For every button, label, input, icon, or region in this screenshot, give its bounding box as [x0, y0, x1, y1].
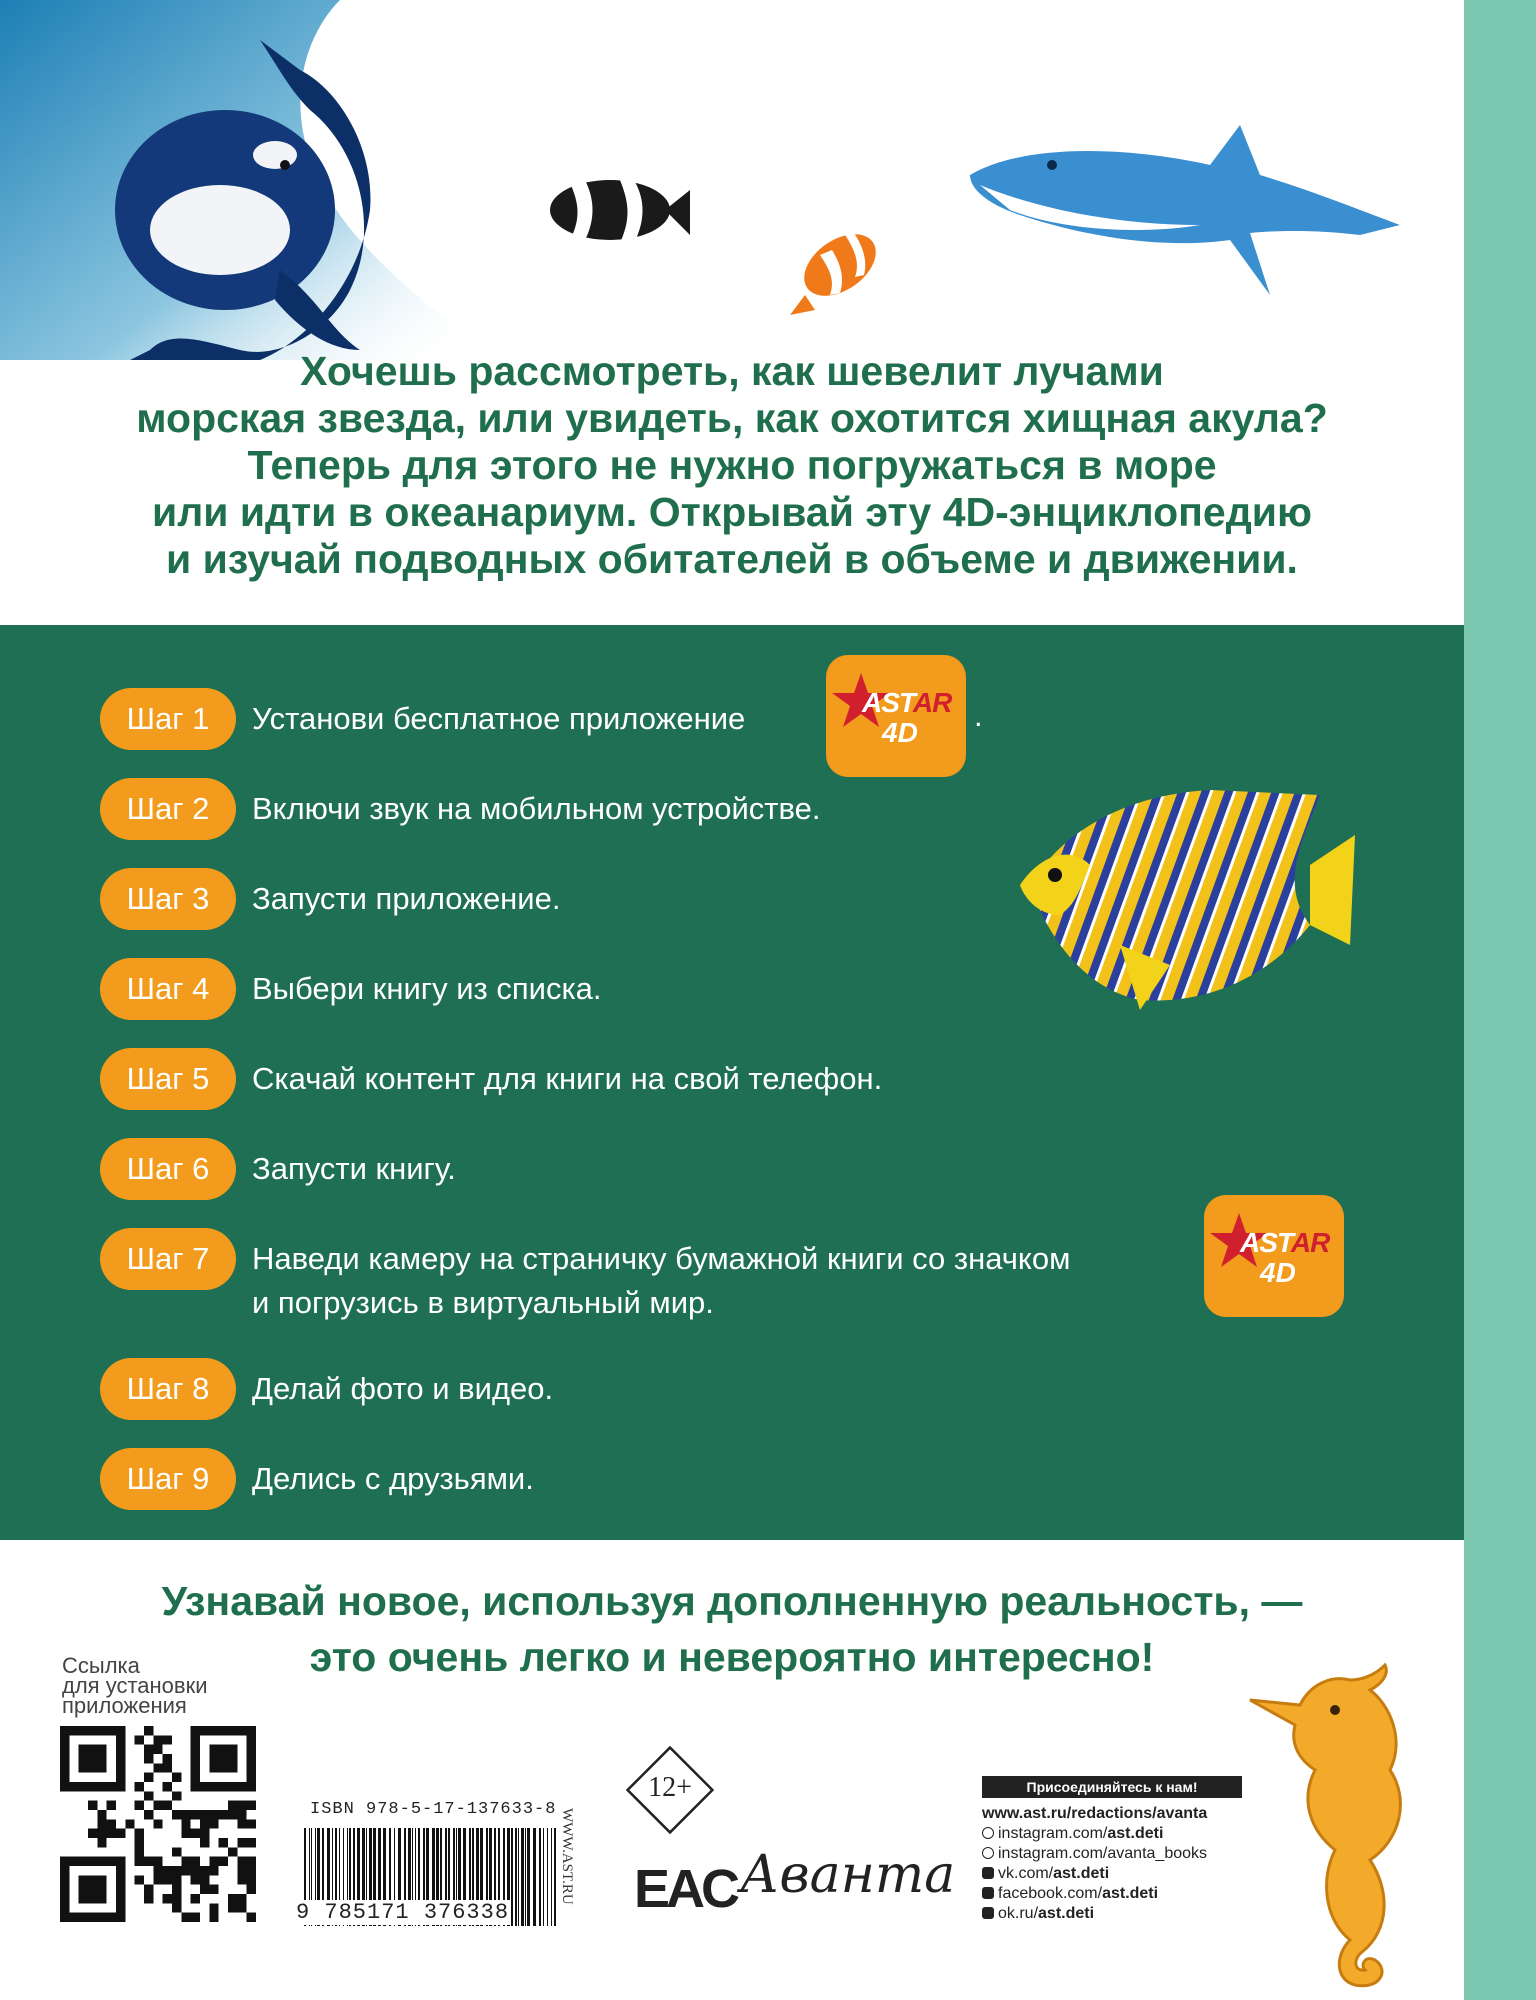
step-text-continued: и погрузись в виртуальный мир. [252, 1285, 714, 1320]
step-8 [100, 1358, 553, 1420]
ok-link[interactable]: ok.ru/ast.deti [982, 1904, 1242, 1924]
instagram-icon [982, 1827, 994, 1839]
qr-caption-line: приложения [62, 1693, 187, 1718]
step-label: Шаг 1 [100, 688, 236, 750]
outro-line-1: Узнавай новое, используя дополненную реальность, — [161, 1578, 1303, 1624]
step-label: Шаг 7 [100, 1228, 236, 1290]
intro-text [60, 348, 1404, 583]
logo-ar: AR [912, 687, 952, 718]
vk-link[interactable]: vk.com/ast.deti [982, 1864, 1242, 1884]
instagram-link-2[interactable]: instagram.com/avanta_books [982, 1844, 1242, 1864]
qr-caption-line: для установки [62, 1673, 208, 1698]
barcode-number: 9 785171 376338 [296, 1900, 510, 1925]
step-9 [100, 1448, 534, 1510]
step-text: Запусти приложение. [252, 881, 561, 916]
step-label: Шаг 5 [100, 1048, 236, 1110]
step-label: Шаг 3 [100, 868, 236, 930]
intro-line: или идти в океанариум. Открывай эту 4D-энциклопедию [152, 489, 1312, 535]
step-label: Шаг 9 [100, 1448, 236, 1510]
step-text: Установи бесплатное приложение [252, 701, 746, 736]
vk-icon [982, 1867, 994, 1879]
isbn-text: ISBN 978-5-17-137633-8 [310, 1800, 557, 1819]
astar-4d-logo [1204, 1195, 1344, 1317]
logo-ast: AST [1240, 1227, 1291, 1258]
steps-panel [0, 625, 1464, 1540]
step-text: Скачай контент для книги на свой телефон. [252, 1061, 883, 1096]
instagram-icon [982, 1847, 994, 1859]
step-5 [100, 1048, 882, 1110]
step-1 [100, 688, 745, 750]
logo-4d: 4D [882, 717, 918, 748]
orange-clownfish-image [790, 215, 890, 315]
step-7 [100, 1228, 1070, 1325]
intro-line: Хочешь рассмотреть, как шевелит лучами [300, 348, 1164, 394]
intro-line: и изучай подводных обитателей в объеме и движении. [166, 536, 1298, 582]
step-3 [100, 868, 560, 930]
step-text: Наведи камеру на страничку бумажной книги со значком [252, 1241, 1071, 1276]
step-4 [100, 958, 602, 1020]
spine-strip [1464, 0, 1536, 2000]
step-6 [100, 1138, 456, 1200]
vertical-url: WWW.AST.RU [559, 1808, 575, 1905]
step-1-suffix: . [974, 698, 983, 733]
intro-line: Теперь для этого не нужно погружаться в море [247, 442, 1217, 488]
shark-image [960, 115, 1410, 315]
seahorse-image [1240, 1660, 1450, 2000]
orca-image [60, 30, 420, 360]
qr-code[interactable] [60, 1726, 256, 1922]
intro-line: морская звезда, или увидеть, как охотится хищная акула? [136, 395, 1328, 441]
qr-caption-line: Ссылка [62, 1653, 140, 1678]
instagram-link-1[interactable]: instagram.com/ast.deti [982, 1824, 1242, 1844]
site-link[interactable]: www.ast.ru/redactions/avanta [982, 1805, 1208, 1822]
odnoklassniki-icon [982, 1907, 994, 1919]
black-clownfish-image [540, 165, 690, 255]
step-label: Шаг 4 [100, 958, 236, 1020]
eac-mark: EAC [634, 1859, 737, 1919]
facebook-link[interactable]: facebook.com/ast.deti [982, 1884, 1242, 1904]
angelfish-image [1020, 775, 1360, 1015]
age-rating: 12+ [648, 1772, 692, 1803]
step-text: Делись с друзьями. [252, 1461, 534, 1496]
logo-4d: 4D [1260, 1257, 1296, 1288]
avanta-brand-logo: Аванта [740, 1845, 956, 1905]
step-text: Выбери книгу из списка. [252, 971, 602, 1006]
qr-caption [62, 1653, 262, 1718]
astar-4d-logo [826, 655, 966, 777]
sea-animals-illustration [0, 0, 1464, 360]
step-2 [100, 778, 820, 840]
step-text: Делай фото и видео. [252, 1371, 554, 1406]
step-label: Шаг 6 [100, 1138, 236, 1200]
step-label: Шаг 8 [100, 1358, 236, 1420]
step-text: Включи звук на мобильном устройстве. [252, 791, 821, 826]
social-heading: Присоединяйтесь к нам! [982, 1776, 1242, 1798]
step-text: Запусти книгу. [252, 1151, 456, 1186]
social-links [982, 1776, 1242, 1924]
logo-ar: AR [1290, 1227, 1330, 1258]
outro-line-2: это очень легко и невероятно интересно! [309, 1634, 1155, 1680]
facebook-icon [982, 1887, 994, 1899]
step-label: Шаг 2 [100, 778, 236, 840]
logo-ast: AST [862, 687, 913, 718]
